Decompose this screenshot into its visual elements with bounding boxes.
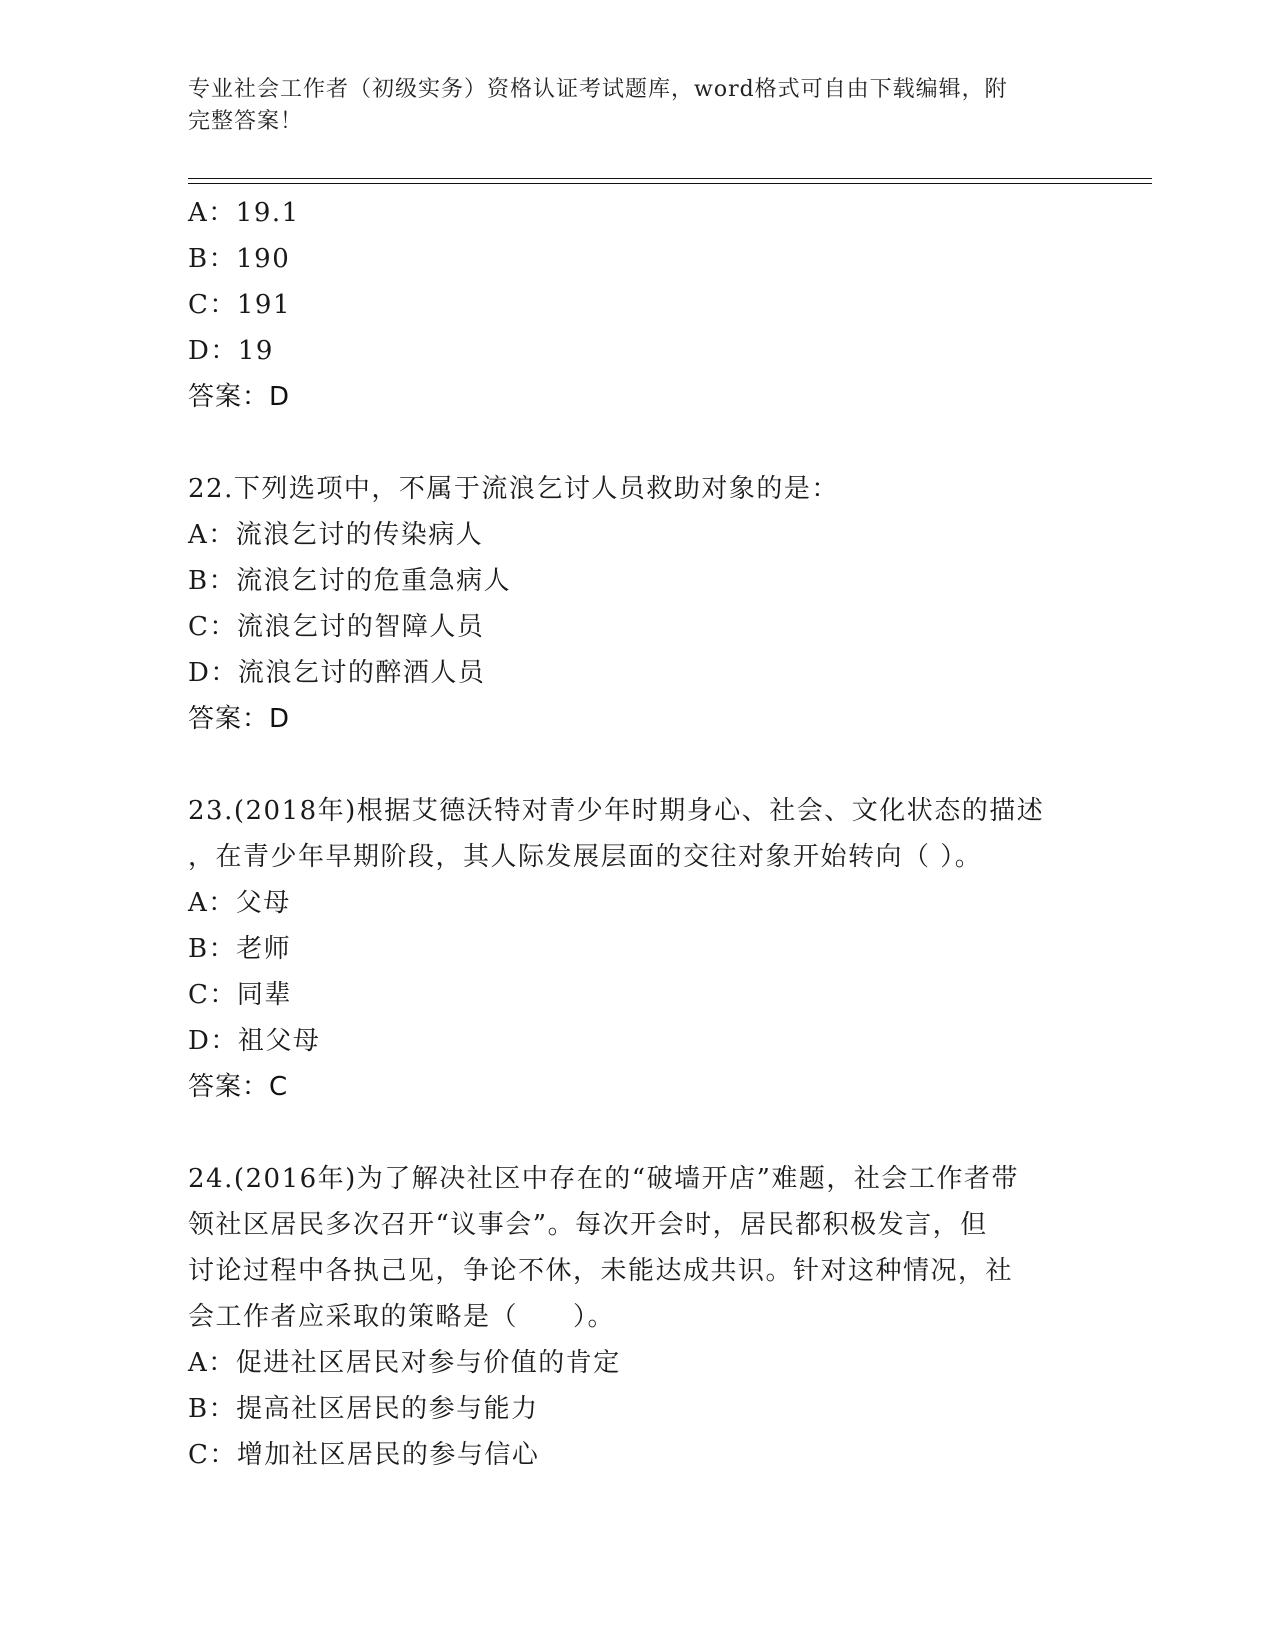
option-c: C：流浪乞讨的智障人员: [188, 612, 485, 642]
question-21: [188, 190, 1088, 420]
question-24: [188, 1156, 1088, 1478]
question-list: [188, 190, 1088, 1478]
option-b: B：提高社区居民的参与能力: [188, 1394, 539, 1424]
header-line-1: 专业社会工作者（初级实务）资格认证考试题库，word格式可自由下载编辑，附: [188, 77, 1008, 102]
question-24-text-line-2: 领社区居民多次召开“议事会”。每次开会时，居民都积极发言，但: [188, 1210, 988, 1240]
header-line-2: 完整答案！: [188, 109, 304, 134]
header-divider-top: [188, 178, 1152, 179]
option-a: A：流浪乞讨的传染病人: [188, 520, 484, 550]
page-header: [188, 74, 1088, 138]
spacer: [188, 742, 1088, 788]
answer-22: 答案：D: [188, 704, 291, 734]
question-24-text-line-1: 24.(2016年)为了解决社区中存在的“破墙开店”难题，社会工作者带: [188, 1164, 1019, 1194]
option-c: C：同辈: [188, 980, 292, 1010]
option-c: C：增加社区居民的参与信心: [188, 1440, 540, 1470]
option-a: A：促进社区居民对参与价值的肯定: [188, 1348, 621, 1378]
option-b: B：老师: [188, 934, 292, 964]
option-d: D：祖父母: [188, 1026, 321, 1056]
question-23-text-line-2: ，在青少年早期阶段，其人际发展层面的交往对象开始转向（ ）。: [188, 842, 983, 872]
spacer: [188, 420, 1088, 466]
option-b: B：流浪乞讨的危重急病人: [188, 566, 512, 596]
option-d: D：流浪乞讨的醉酒人员: [188, 658, 486, 688]
option-a: A：19.1: [188, 198, 300, 228]
question-22: [188, 466, 1088, 742]
answer-23: 答案：C: [188, 1072, 289, 1102]
option-b: B：190: [188, 244, 291, 274]
question-24-text-line-3: 讨论过程中各执己见，争论不休，未能达成共识。针对这种情况，社: [188, 1256, 1014, 1286]
option-a: A：父母: [188, 888, 291, 918]
question-22-text: 22.下列选项中，不属于流浪乞讨人员救助对象的是：: [188, 474, 839, 504]
spacer: [188, 1110, 1088, 1156]
question-23-text-line-1: 23.(2018年)根据艾德沃特对青少年时期身心、社会、文化状态的描述: [188, 796, 1045, 826]
question-23: [188, 788, 1088, 1110]
option-c: C：191: [188, 290, 292, 320]
option-d: D：19: [188, 336, 274, 366]
header-divider-bottom: [188, 183, 1152, 184]
question-24-text-line-4: 会工作者应采取的策略是（ ）。: [188, 1302, 616, 1332]
answer-21: 答案：D: [188, 382, 291, 412]
